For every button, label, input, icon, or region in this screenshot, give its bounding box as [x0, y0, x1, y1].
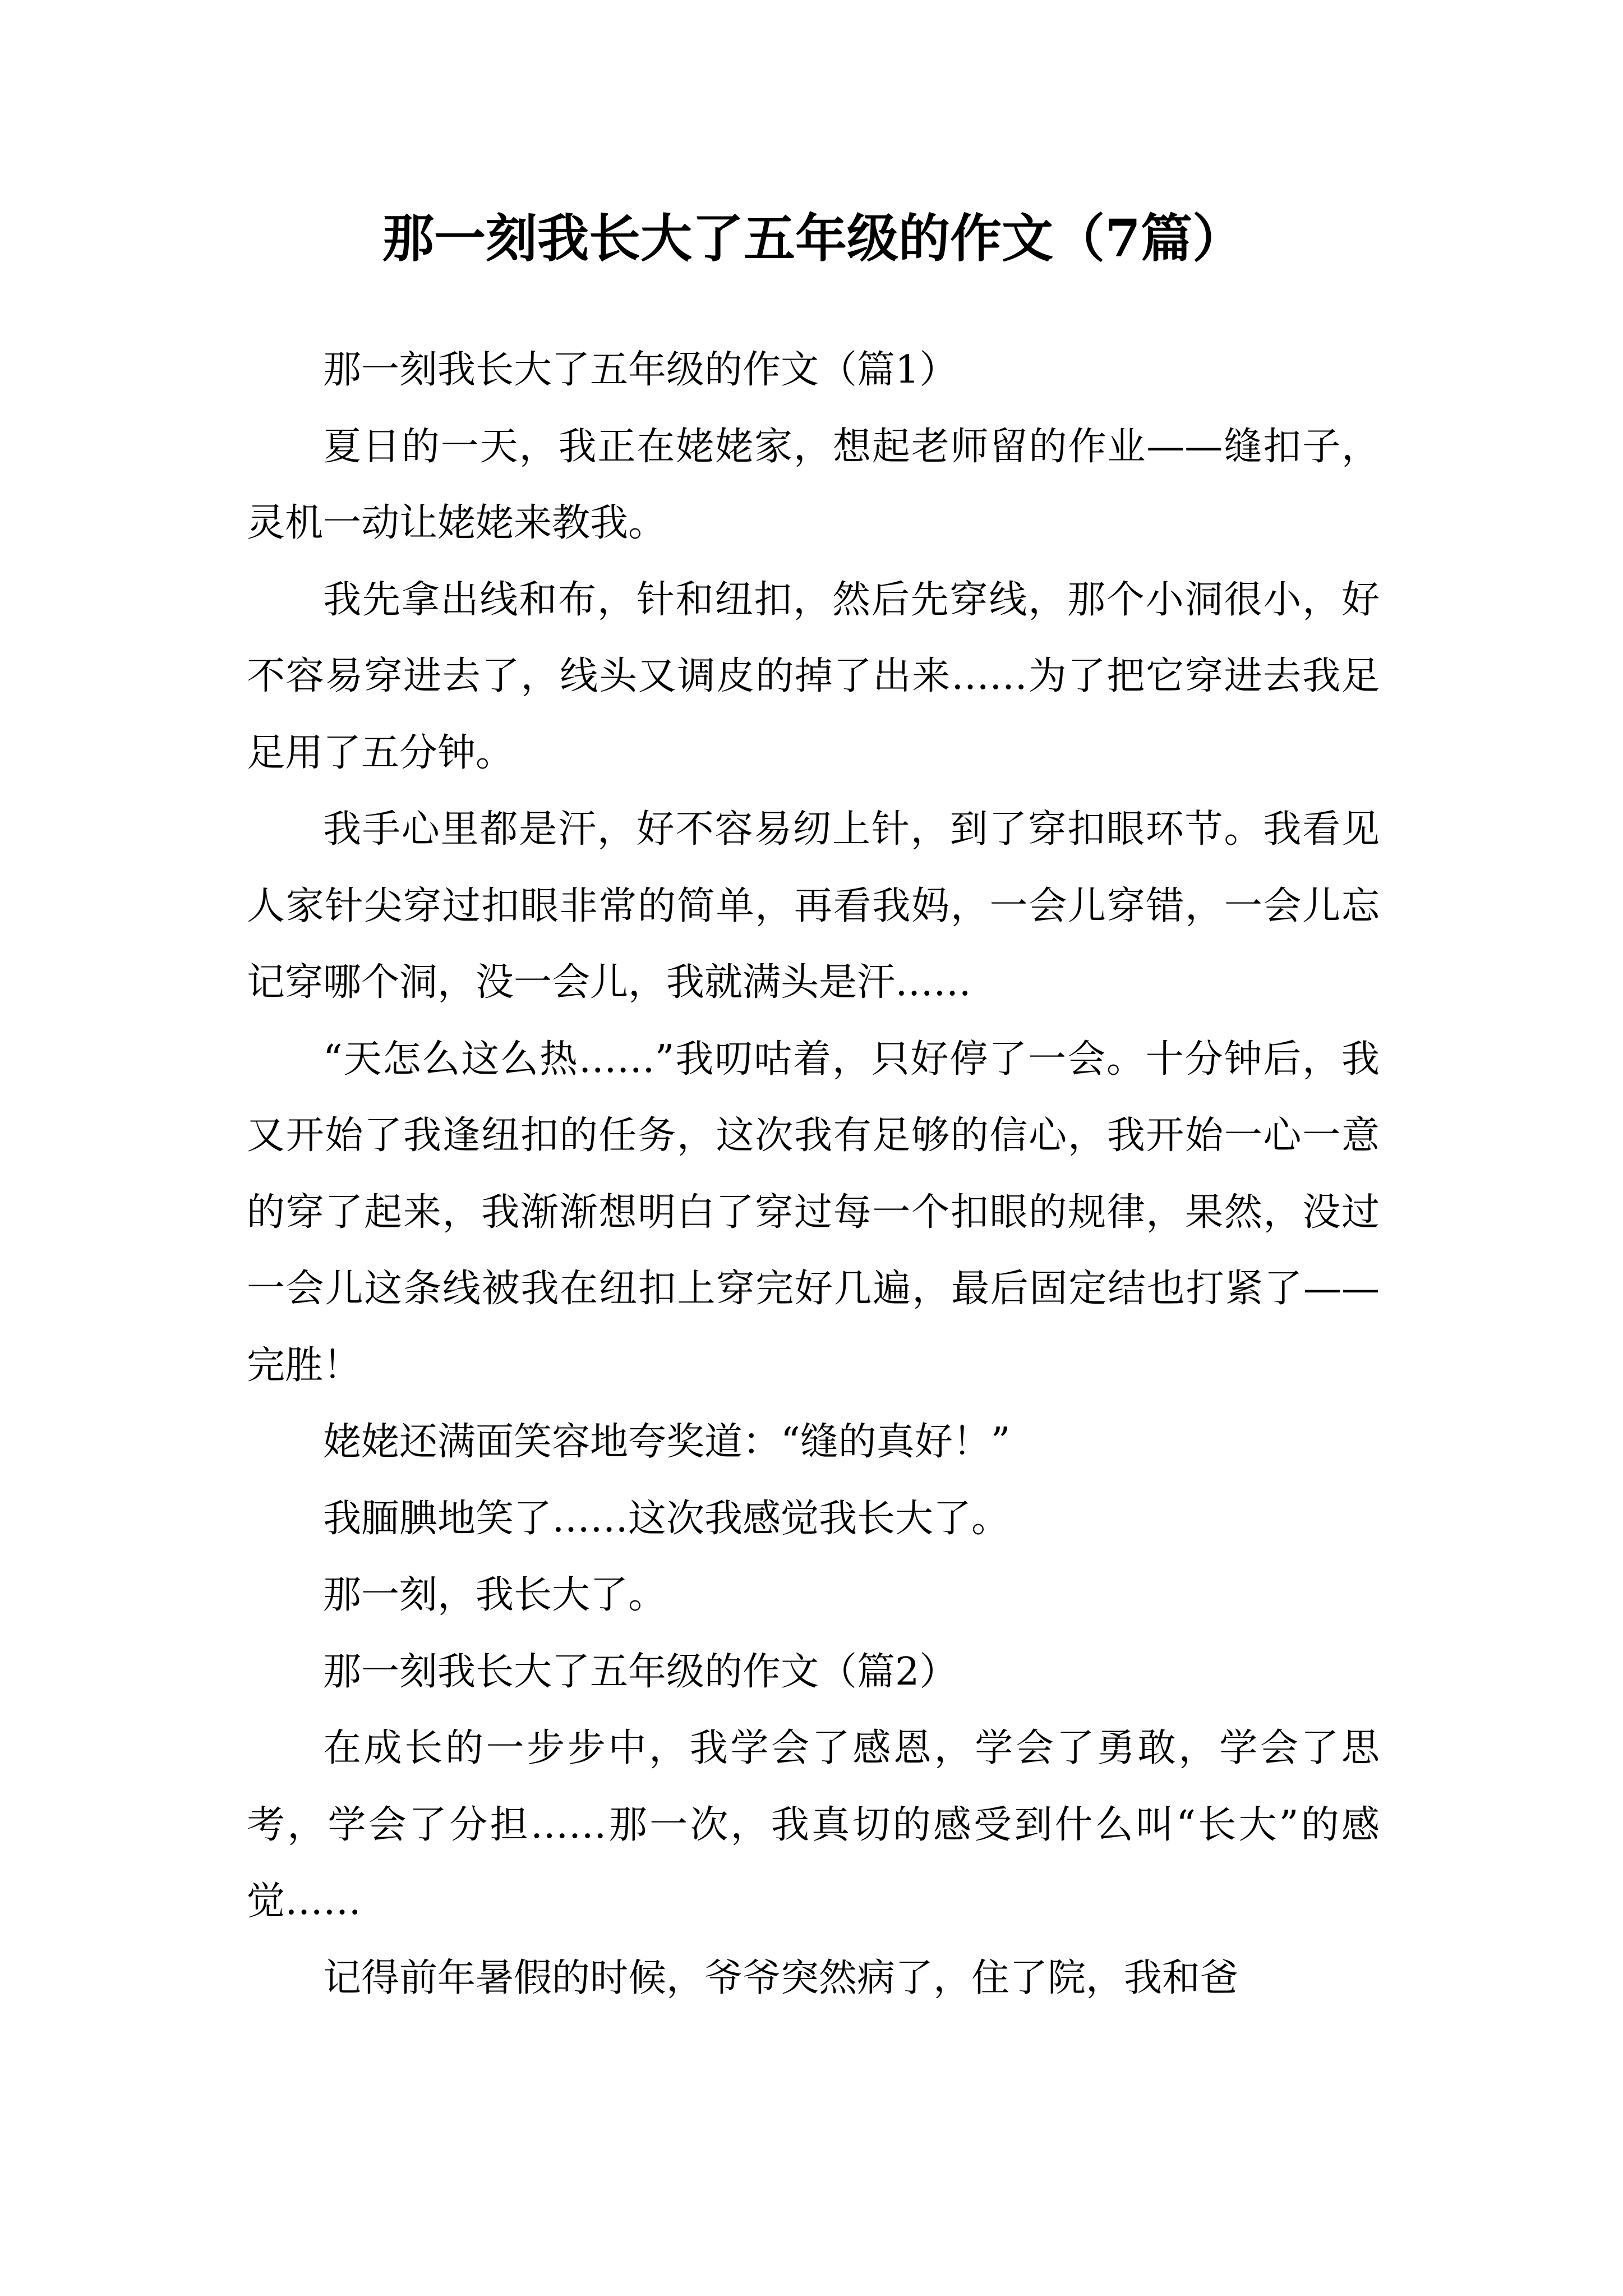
paragraph: 记得前年暑假的时候，爷爷突然病了，住了院，我和爸	[323, 1955, 1239, 2000]
paragraph: 那一刻，我长大了。	[323, 1573, 667, 1617]
paragraph: 我先拿出线和布，针和纽扣，然后先穿线，那个小洞很小，好不容易穿进去了，线头又调皮的掉了出来……为了把它穿进去我足足用了五分钟。	[247, 577, 1380, 775]
document-body	[247, 332, 1380, 2017]
paragraph: “天怎么这么热……”我叨咕着，只好停了一会。十分钟后，我又开始了我逢纽扣的任务，这次我有足够的信心，我开始一心一意的穿了起来，我渐渐想明白了穿过每一个扣眼的规律，果然，没过一会儿这条线被我在纽扣上穿完好几遍，最后固定结也打紧了——完胜！	[247, 1037, 1380, 1388]
paragraph: 我手心里都是汗，好不容易纫上针，到了穿扣眼环节。我看见人家针尖穿过扣眼非常的简单，再看我妈，一会儿穿错，一会儿忘记穿哪个洞，没一会儿，我就满头是汗……	[247, 807, 1380, 1005]
paragraph: 我腼腆地笑了……这次我感觉我长大了。	[323, 1496, 1010, 1541]
essay-heading-2: 那一刻我长大了五年级的作文（篇2）	[323, 1649, 958, 1694]
paragraph: 夏日的一天，我正在姥姥家，想起老师留的作业——缝扣子，灵机一动让姥姥来教我。	[247, 424, 1380, 545]
paragraph: 在成长的一步步中，我学会了感恩，学会了勇敢，学会了思考，学会了分担……那一次，我真切的感受到什么叫“长大”的感觉……	[247, 1726, 1380, 1924]
essay-heading-1: 那一刻我长大了五年级的作文（篇1）	[323, 348, 958, 392]
paragraph: 姥姥还满面笑容地夸奖道：“缝的真好！”	[323, 1420, 1011, 1464]
document-title: 那一刻我长大了五年级的作文（7篇）	[382, 208, 1244, 269]
